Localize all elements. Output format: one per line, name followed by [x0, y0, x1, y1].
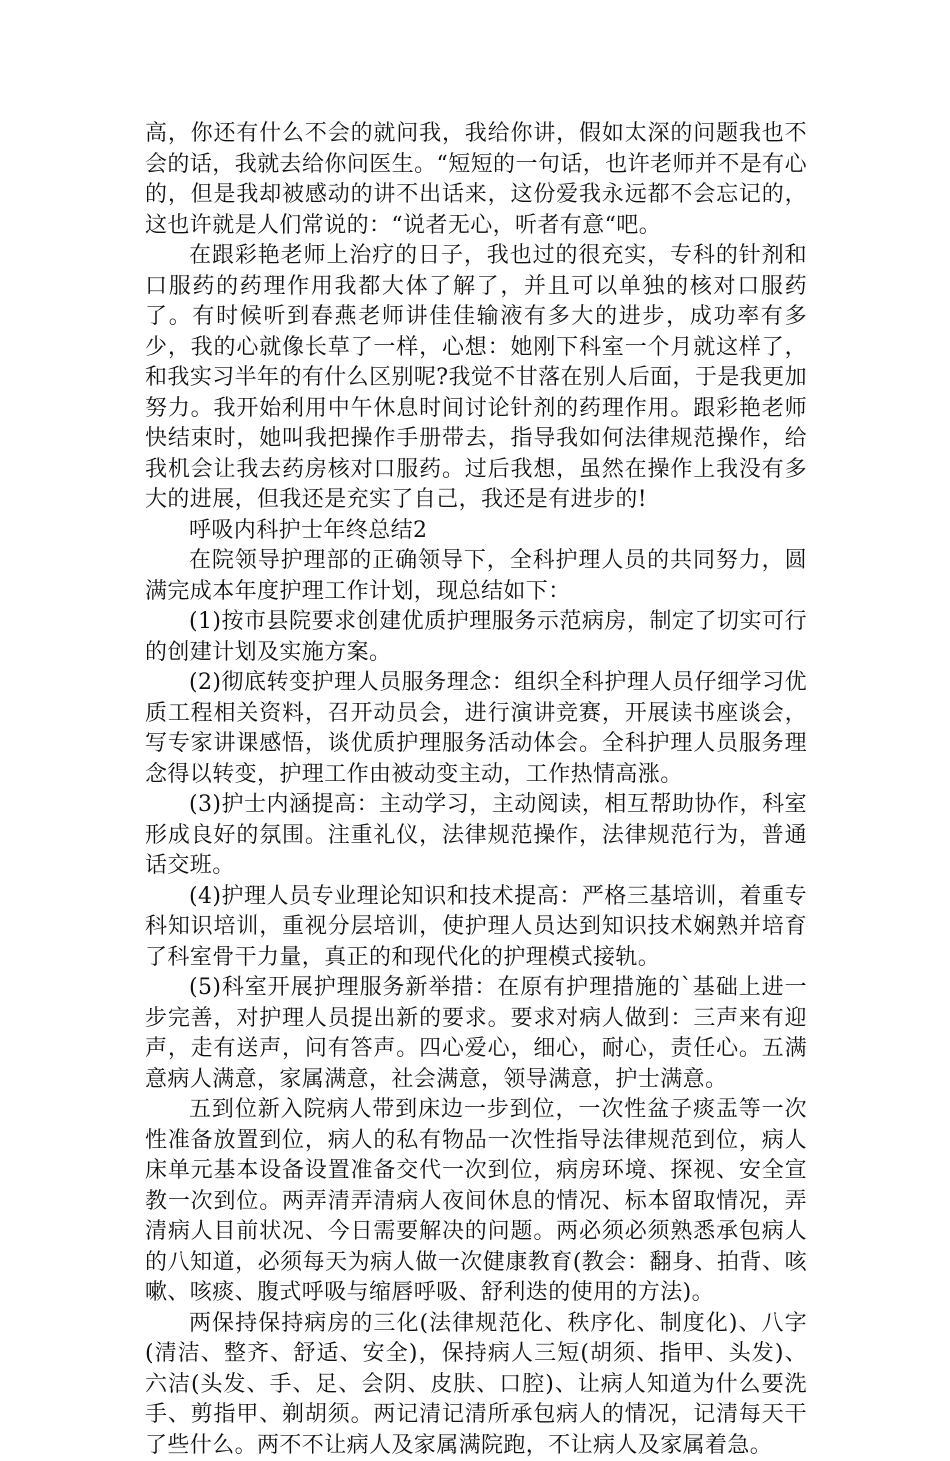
list-item-4: (4)护理人员专业理论知识和技术提高：严格三基培训，着重专科知识培训，重视分层培训，使护理人员达到知识技术娴熟并培育了科室骨干力量，真正的和现代化的护理模式接轨。: [145, 882, 807, 974]
paragraph-intro: 在院领导护理部的正确领导下，全科护理人员的共同努力，圆满完成本年度护理工作计划，现总结如下：: [145, 546, 807, 607]
list-item-5: (5)科室开展护理服务新举措：在原有护理措施的`基础上进一步完善，对护理人员提出新的要求。要求对病人做到：三声来有迎声，走有送声，问有答声。四心爱心，细心，耐心，责任心。五满意病人满意，家属满意，社会满意，领导满意，护士满意。: [145, 973, 807, 1095]
section-heading: 呼吸内科护士年终总结2: [145, 516, 807, 547]
paragraph-treatment-experience: 在跟彩艳老师上治疗的日子，我也过的很充实，专科的针剂和口服药的药理作用我都大体了解了，并且可以单独的核对口服药了。有时候听到春燕老师讲佳佳输液有多大的进步，成功率有多少，我的心就像长草了一样，心想：她刚下科室一个月就这样了，和我实习半年的有什么区别呢?我觉不甘落在别人后面，于是我更加努力。我开始利用中午休息时间讨论针剂的药理作用。跟彩艳老师快结束时，她叫我把操作手册带去，指导我如何法律规范操作，给我机会让我去药房核对口服药。过后我想，虽然在操作上我没有多大的进展，但我还是充实了自己，我还是有进步的!: [145, 241, 807, 516]
document-body: [145, 119, 807, 1461]
paragraph-continuation: 高，你还有什么不会的就问我，我给你讲，假如太深的问题我也不会的话，我就去给你问医生。“短短的一句话，也许老师并不是有心的，但是我却被感动的讲不出话来，这份爱我永远都不会忘记的，这也许就是人们常说的：“说者无心，听者有意“吧。: [145, 119, 807, 241]
paragraph-five-in-place: 五到位新入院病人带到床边一步到位，一次性盆子痰盂等一次性准备放置到位，病人的私有物品一次性指导法律规范到位，病人床单元基本设备设置准备交代一次到位，病房环境、探视、安全宣教一次到位。两弄清弄清病人夜间休息的情况、标本留取情况，弄清病人目前状况、今日需要解决的问题。两必须必须熟悉承包病人的八知道，必须每天为病人做一次健康教育(教会：翻身、拍背、咳嗽、咳痰、腹式呼吸与缩唇呼吸、舒利迭的使用的方法)。: [145, 1095, 807, 1309]
paragraph-two-maintain: 两保持保持病房的三化(法律规范化、秩序化、制度化)、八字(清洁、整齐、舒适、安全)，保持病人三短(胡须、指甲、头发)、六洁(头发、手、足、会阴、皮肤、口腔)、让病人知道为什么要洗手、剪指甲、剃胡须。两记清记清所承包病人的情况，记清每天干了些什么。两不不让病人及家属满院跑，不让病人及家属着急。: [145, 1309, 807, 1461]
list-item-2: (2)彻底转变护理人员服务理念：组织全科护理人员仔细学习优质工程相关资料，召开动员会，进行演讲竞赛，开展读书座谈会，写专家讲课感悟，谈优质护理服务活动体会。全科护理人员服务理念得以转变，护理工作由被动变主动，工作热情高涨。: [145, 668, 807, 790]
list-item-1: (1)按市县院要求创建优质护理服务示范病房，制定了切实可行的创建计划及实施方案。: [145, 607, 807, 668]
list-item-3: (3)护士内涵提高：主动学习，主动阅读，相互帮助协作，科室形成良好的氛围。注重礼仪，法律规范操作，法律规范行为，普通话交班。: [145, 790, 807, 882]
